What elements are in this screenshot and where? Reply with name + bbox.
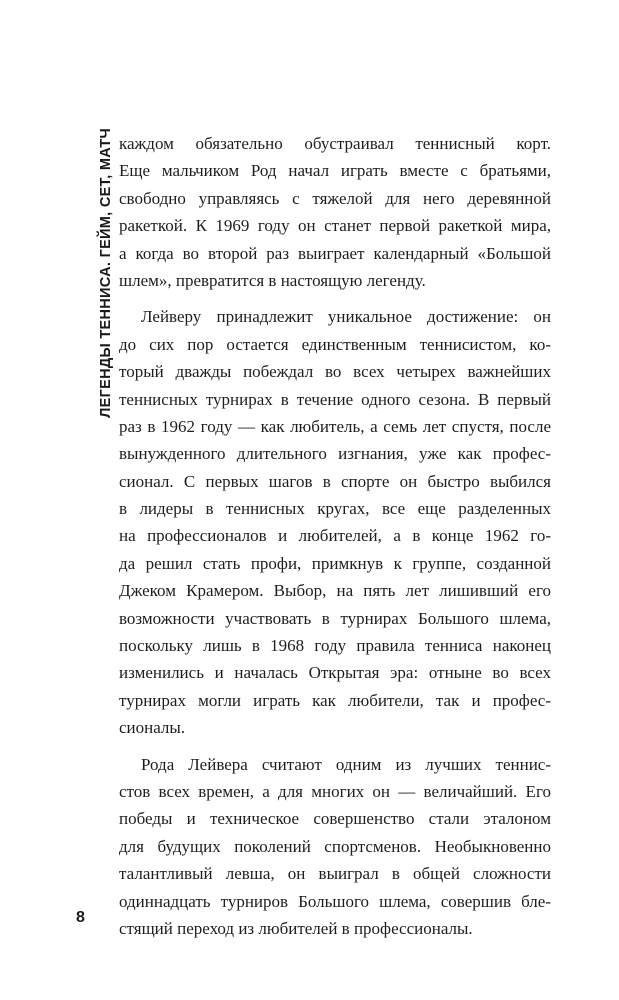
text-line: шлем», превратится в настоящую легенду. xyxy=(119,270,426,290)
text-line: а когда во второй раз выиграет календарный «Большой xyxy=(119,243,551,263)
text-line: талантливый левша, он выиграл в общей сложности xyxy=(119,864,551,884)
text-line: победы и техническое совершенство стали эталоном xyxy=(119,809,551,829)
text-line: каждом обязательно обустраивал теннисный корт. xyxy=(119,134,551,153)
text-line: стящий переход из любителей в профессионалы. xyxy=(119,918,473,938)
text-line: Рода Лейвера считают одним из лучших теннис- xyxy=(141,754,551,774)
text-line: для будущих поколений спортсменов. Необыкновенно xyxy=(119,836,551,856)
text-line: вынужденного длительного изгнания, уже как профес- xyxy=(119,444,551,464)
running-head: ЛЕГЕНДЫ ТЕННИСА. ГЕЙМ, СЕТ, МАТЧ xyxy=(98,128,114,418)
text-line: поскольку лишь в 1968 году правила тенниса наконец xyxy=(119,636,551,656)
text-line: Лейверу принадлежит уникальное достижение: он xyxy=(141,307,551,327)
text-line: до сих пор остается единственным теннисистом, ко- xyxy=(119,334,551,354)
text-line: сионалы. xyxy=(119,718,186,738)
paragraph xyxy=(119,751,551,943)
text-line: да решил стать профи, примкнув к группе, созданной xyxy=(119,553,551,573)
text-line: ракеткой. К 1969 году он станет первой ракеткой мира, xyxy=(119,216,551,236)
paragraph xyxy=(119,303,551,741)
text-line: на профессионалов и любителей, а в конце 1962 го- xyxy=(119,526,551,546)
text-line: возможности участвовать в турнирах Большого шлема, xyxy=(119,608,551,628)
body-text xyxy=(119,130,551,942)
text-line: раз в 1962 году — как любитель, а семь лет спустя, после xyxy=(119,416,551,436)
paragraph xyxy=(119,130,551,294)
text-line: турнирах могли играть как любители, так и профес- xyxy=(119,690,551,710)
text-line: стов всех времен, а для многих он — величайший. Его xyxy=(119,781,551,801)
text-line: Еще мальчиком Род начал играть вместе с братьями, xyxy=(119,161,551,181)
text-line: одиннадцать турниров Большого шлема, совершив бле- xyxy=(119,891,551,911)
text-line: изменились и началась Открытая эра: отныне во всех xyxy=(119,663,551,683)
page-number: 8 xyxy=(76,909,85,926)
text-line: Джеком Крамером. Выбор, на пять лет лишивший его xyxy=(119,581,551,601)
text-line: свободно управляясь с тяжелой для него деревянной xyxy=(119,188,551,208)
text-line: в лидеры в теннисных кругах, все еще разделенных xyxy=(119,499,551,519)
text-line: сионал. С первых шагов в спорте он быстро выбился xyxy=(119,471,551,491)
text-line: торый дважды побеждал во всех четырех важнейших xyxy=(119,362,551,382)
text-line: теннисных турнирах в течение одного сезона. В первый xyxy=(119,389,551,409)
